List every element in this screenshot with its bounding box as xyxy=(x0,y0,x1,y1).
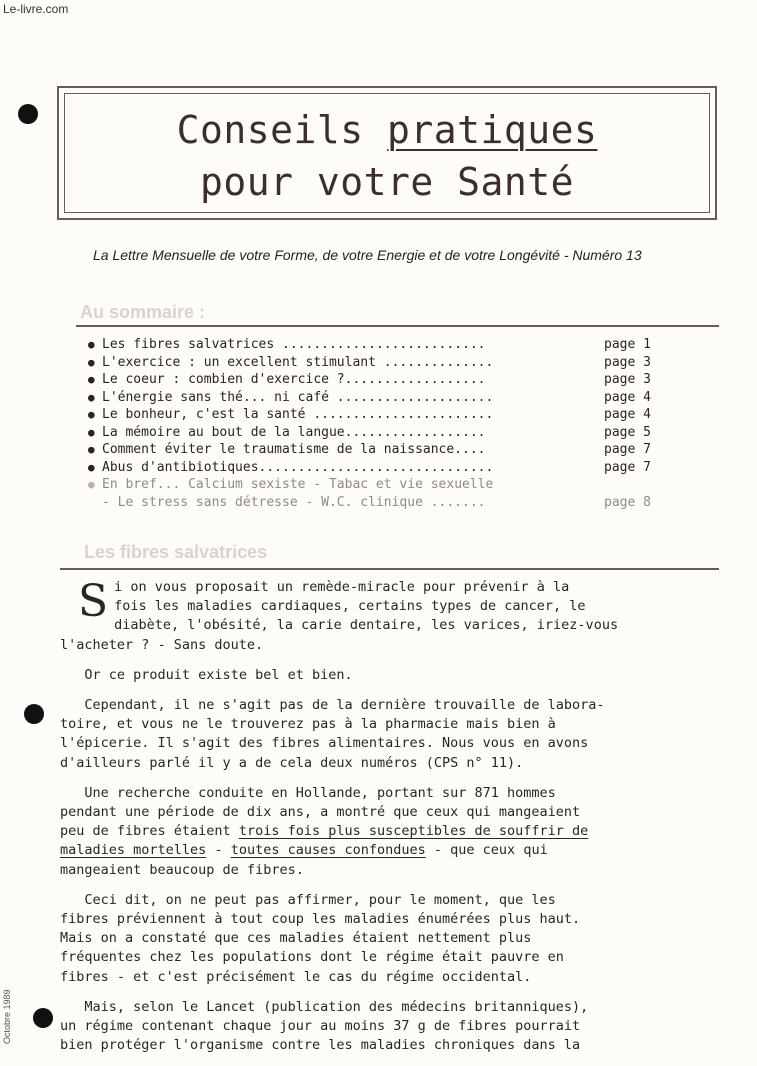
paragraph xyxy=(60,784,720,880)
underlined-text: trois fois plus susceptibles de souffrir de maladies mortelles xyxy=(60,823,589,859)
toc-item xyxy=(88,441,688,459)
toc-page: page 4 xyxy=(604,389,651,405)
toc-item xyxy=(88,371,688,389)
paragraph-text: i on vous proposait un remède-miracle pour prévenir à la fois les maladies cardiaques, certains types de cancer, le diabète, l'obésité, la carie dentaire, les varices, iriez-vous l'acheter ? - Sans doute. xyxy=(60,579,619,653)
paragraph: Mais, selon le Lancet (publication des médecins britanniques), un régime contenant chaque jour au moins 37 g de fibres pourrait bien protéger l'organisme contre les maladies chroniques dans la xyxy=(60,998,589,1054)
title-frame xyxy=(57,86,717,220)
toc-entry: La mémoire au bout de la langue.................. xyxy=(102,424,486,440)
article-heading: Les fibres salvatrices xyxy=(84,542,268,562)
toc-entry: L'énergie sans thé... ni café .................... xyxy=(102,389,494,405)
toc-entry: Comment éviter le traumatisme de la naissance.... xyxy=(102,442,486,457)
toc-item xyxy=(88,494,688,512)
toc-page: page 5 xyxy=(604,424,651,440)
toc-item xyxy=(88,459,688,477)
toc-entry: Le coeur : combien d'exercice ?.................. xyxy=(102,372,486,387)
binder-hole-middle xyxy=(24,704,44,724)
title-inner-frame xyxy=(64,93,710,213)
toc-page: page 3 xyxy=(604,354,651,370)
title-part1: Conseils xyxy=(176,108,387,152)
underlined-text: toutes causes confondues xyxy=(230,842,426,859)
bullet-icon: ● xyxy=(88,425,95,439)
summary-heading: Au sommaire : xyxy=(80,302,206,322)
toc-item xyxy=(88,336,688,354)
toc-entry: Abus d'antibiotiques.............................. xyxy=(102,459,494,475)
toc-page: page 8 xyxy=(604,494,651,510)
title-part2: pratiques xyxy=(387,108,598,152)
page-title-line2: pour votre Santé xyxy=(199,160,575,204)
page-title-line1 xyxy=(65,108,709,152)
toc-entry: Les fibres salvatrices .......................... xyxy=(102,337,486,352)
bullet-icon: ● xyxy=(88,478,95,491)
toc-item xyxy=(88,389,688,407)
paragraph-text: Une recherche conduite en Hollande, portant sur 871 hommes pendant une période de dix ans, a montré que ceux qui mangeaient peu de fibres étaient xyxy=(60,784,581,840)
toc-page: page 4 xyxy=(604,407,651,422)
binder-hole-bottom xyxy=(33,1008,53,1028)
paragraph: Cependant, il ne s'agit pas de la dernière trouvaille de labora- toire, et vous ne le trouverez pas à la pharmacie mais bien à l'épicerie. Il s'agit des fibres alimentaires. Nous vous en avons d'ailleurs parlé il y a de cela deux numéros (CPS n° 11). xyxy=(60,697,605,771)
toc-item xyxy=(88,354,688,372)
toc-page: page 1 xyxy=(604,337,651,352)
bullet-icon: ● xyxy=(88,355,95,369)
article-rule xyxy=(60,568,719,570)
paragraph-text: - que ceux qui mangeaient beaucoup de fibres. xyxy=(60,842,548,878)
toc-page: page 7 xyxy=(604,459,651,475)
toc-entry: En bref... Calcium sexiste - Tabac et vie sexuelle xyxy=(102,477,494,492)
bullet-icon: ● xyxy=(88,408,95,421)
toc-entry: - Le stress sans détresse - W.C. clinique ....... xyxy=(102,494,486,510)
margin-date-note: Octobre 1989 xyxy=(2,989,12,1044)
newsletter-subtitle: La Lettre Mensuelle de votre Forme, de votre Energie et de votre Longévité - Numéro 13 xyxy=(93,247,642,263)
paragraph: Or ce produit existe bel et bien. xyxy=(60,666,353,683)
bullet-icon: ● xyxy=(88,373,95,386)
bullet-icon: ● xyxy=(88,338,95,351)
toc-page: page 3 xyxy=(604,372,651,387)
bullet-icon: ● xyxy=(88,390,95,404)
binder-hole-top xyxy=(18,104,38,124)
paragraph: Ceci dit, on ne peut pas affirmer, pour le moment, que les fibres préviennent à tout coup les maladies énumérées plus haut. Mais on a constaté que ces maladies étaient nettement plus fréquentes chez les populations dont le régime était pauvre en fibres - et c'est précisément le cas du régime occidental. xyxy=(60,891,581,985)
paragraph-text: - xyxy=(206,842,231,859)
toc-entry: Le bonheur, c'est la santé ....................... xyxy=(102,407,494,422)
bullet-icon: ● xyxy=(88,460,95,474)
toc-page: page 7 xyxy=(604,442,651,457)
summary-rule xyxy=(76,325,719,327)
toc-item xyxy=(88,424,688,442)
toc-item xyxy=(88,476,688,494)
toc-entry: L'exercice : un excellent stimulant .............. xyxy=(102,354,494,370)
drop-cap: S xyxy=(78,576,109,627)
site-watermark: Le-livre.com xyxy=(3,2,69,16)
table-of-contents xyxy=(88,336,688,511)
toc-item xyxy=(88,406,688,424)
bullet-icon: ● xyxy=(88,443,95,456)
article-body xyxy=(60,578,720,1066)
paragraph xyxy=(60,578,720,655)
